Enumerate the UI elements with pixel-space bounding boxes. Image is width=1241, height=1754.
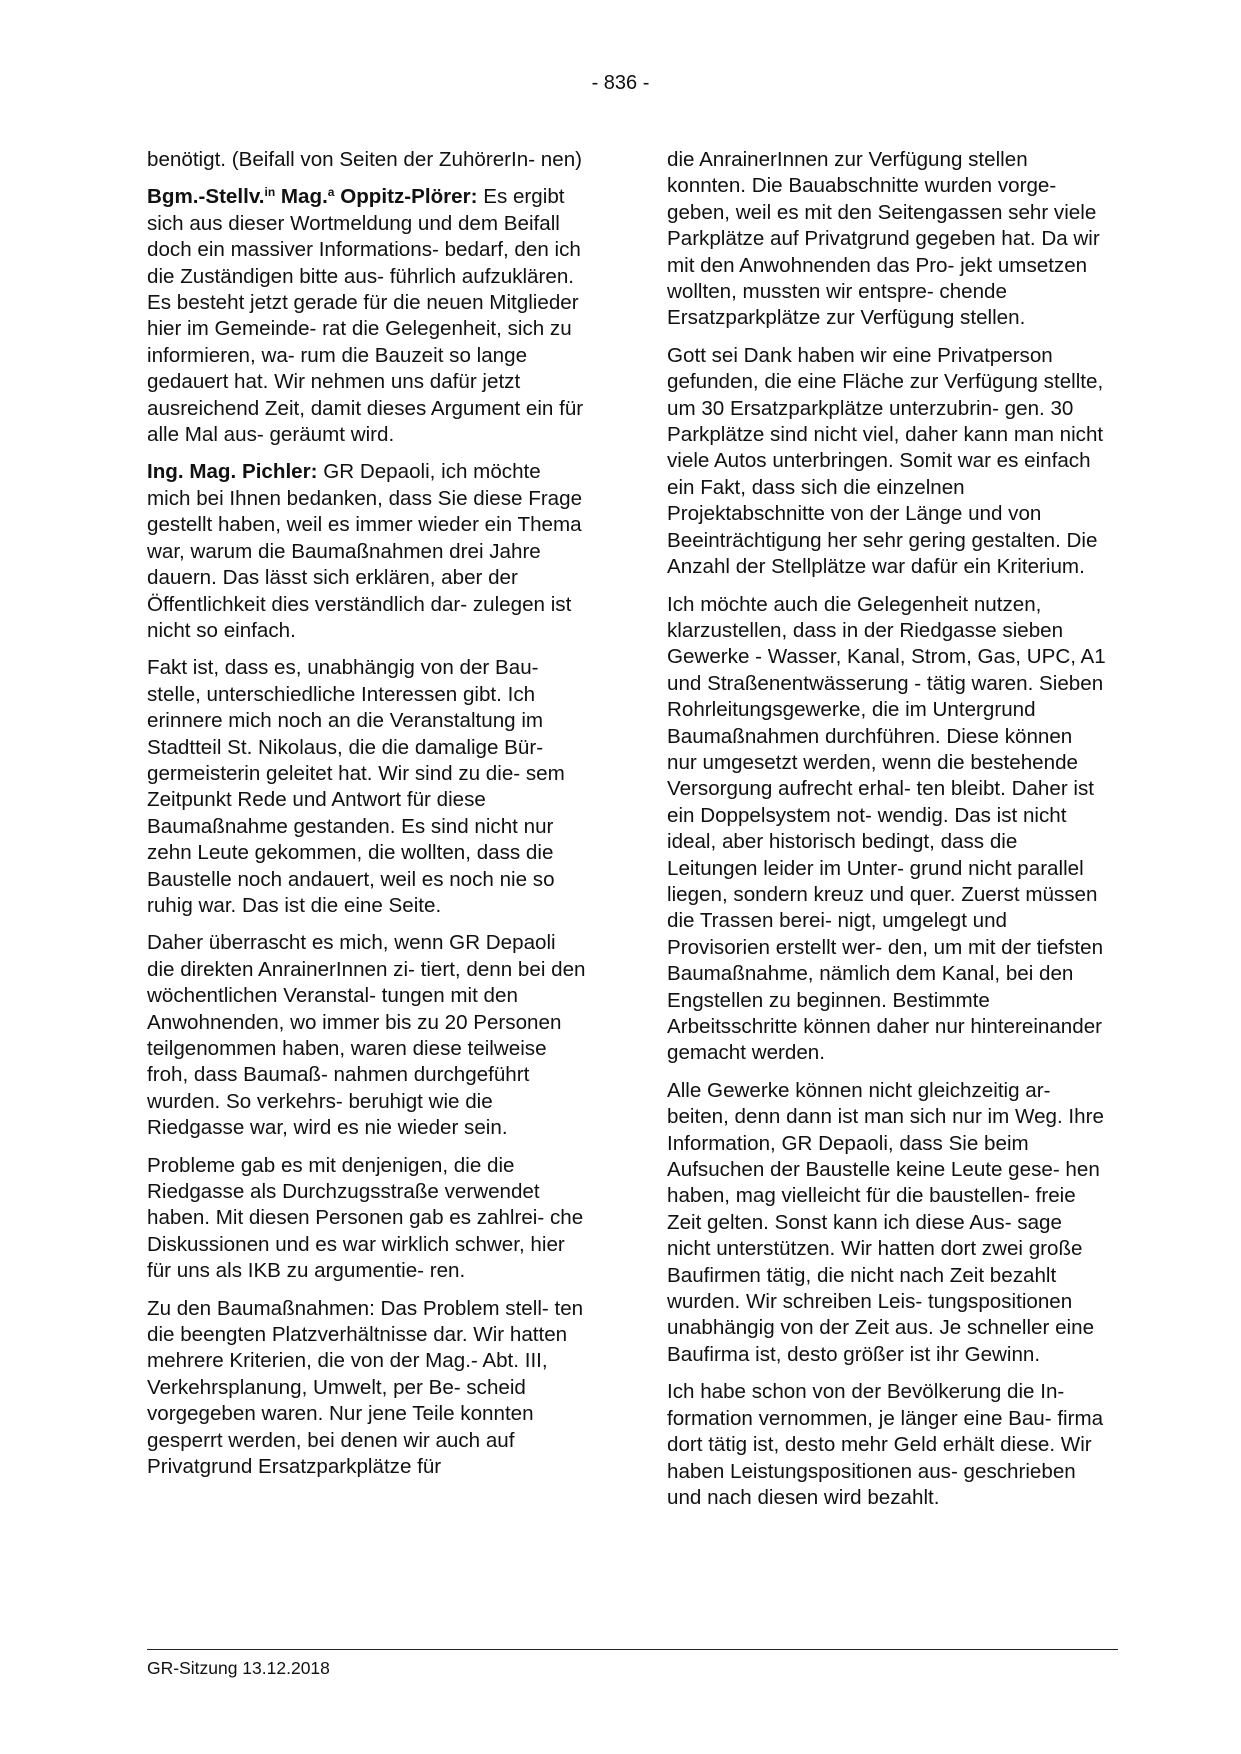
paragraph — [147, 1153, 587, 1285]
left-column — [147, 147, 587, 1492]
paragraph — [147, 184, 587, 448]
paragraph-text: Daher überrascht es mich, wenn GR Depaoli die direkten AnrainerInnen zi- tiert, denn bei den wöchentlichen Veranstal- tungen mit den Anwohnenden, wo immer bis zu 20 Personen teilgenommen haben, waren diese teilweise froh, dass Baumaß- nahmen durchgeführt wurden. So verkehrs- beruhigt wie die Riedgasse war, wird es nie wieder sein. — [147, 931, 586, 1140]
speaker-name: Ing. Mag. Pichler: — [147, 460, 318, 484]
paragraph-text: Probleme gab es mit denjenigen, die die Riedgasse als Durchzugsstraße verwendet haben. Mit diesen Personen gab es zahlrei- che Diskussionen und es war wirklich schwer, hier für uns als IKB zu argumentie- ren. — [147, 1153, 584, 1283]
speaker-name-part: Bgm.-Stellv. — [147, 185, 265, 209]
paragraph — [667, 147, 1107, 332]
paragraph-text: Gott sei Dank haben wir eine Privatperson gefunden, die eine Fläche zur Verfügung stellte, um 30 Ersatzparkplätze unterzubrin- gen. 30 Parkplätze sind nicht viel, daher kann man nicht viele Autos unterbringen. Somit war es einfach ein Fakt, dass sich die einzelnen Projektabschnitte von der Länge und von Beeinträchtigung her sehr gering gestalten. Die Anzahl der Stellplätze war dafür ein Kriterium. — [667, 343, 1104, 579]
paragraph-text: Zu den Baumaßnahmen: Das Problem stell- ten die beengten Platzverhältnisse dar. Wir hatten mehrere Kriterien, die von der Mag.- Abt. III, Verkehrsplanung, Umwelt, per Be- scheid vorgegeben waren. Nur jene Teile konnten gesperrt werden, bei denen wir auch auf Privatgrund Ersatzparkplätze für — [147, 1296, 584, 1479]
paragraph-text: Ich möchte auch die Gelegenheit nutzen, klarzustellen, dass in der Riedgasse sieben Gewerke - Wasser, Kanal, Strom, Gas, UPC, A1 und Straßenentwässerung - tätig waren. Sieben Rohrleitungsgewerke, die im Untergrund Baumaßnahmen durchführen. Diese können nur umgesetzt werden, wenn die bestehende Versorgung aufrecht erhal- ten bleibt. Daher ist ein Doppelsystem not- wendig. Das ist nicht ideal, aber historisch bedingt, dass die Leitungen leider im Unter- grund nicht parallel liegen, sondern kreuz und quer. Zuerst müssen die Trassen berei- nigt, umgelegt und Provisorien erstellt wer- den, um mit der tiefsten Baumaßnahme, nämlich dem Kanal, bei den Engstellen zu beginnen. Bestimmte Arbeitsschritte können daher nur hintereinander gemacht werden. — [667, 592, 1106, 1065]
paragraph — [667, 343, 1107, 581]
paragraph — [147, 147, 587, 173]
paragraph — [147, 655, 587, 919]
paragraph — [147, 930, 587, 1141]
right-column — [667, 147, 1107, 1522]
paragraph — [147, 1296, 587, 1481]
footer-text: GR-Sitzung 13.12.2018 — [147, 1658, 330, 1678]
speaker-superscript: in — [264, 185, 276, 200]
paragraph-text: Ich habe schon von der Bevölkerung die In- formation vernommen, je länger eine Bau- firma dort tätig ist, desto mehr Geld erhält diese. Wir haben Leistungspositionen aus- geschrieben und nach diesen wird bezahlt. — [667, 1380, 1104, 1509]
page-number: - 836 - — [591, 72, 650, 94]
paragraph — [667, 592, 1107, 1067]
paragraph-text: benötigt. (Beifall von Seiten der ZuhörerIn- nen) — [147, 148, 583, 171]
speaker-name — [147, 185, 478, 208]
paragraph — [147, 459, 587, 644]
speaker-superscript: a — [327, 185, 335, 200]
paragraph-text: Fakt ist, dass es, unabhängig von der Bau- stelle, unterschiedliche Interessen gibt. Ich erinnere mich noch an die Veranstaltung im Stadtteil St. Nikolaus, die die damalige Bür- germeisterin geleitet hat. Wir sind zu die- sem Zeitpunkt Rede und Antwort für diese Baumaßnahme gestanden. Es sind nicht nur zehn Leute gekommen, die wollten, dass die Baustelle noch andauert, weil es noch nie so ruhig war. Das ist die eine Seite. — [147, 656, 565, 917]
speaker-name-part: Mag. — [275, 185, 328, 209]
paragraph — [667, 1379, 1107, 1511]
paragraph-text: Alle Gewerke können nicht gleichzeitig ar- beiten, denn dann ist man sich nur im Weg. Ihre Information, GR Depaoli, dass Sie beim Aufsuchen der Baustelle keine Leute gese- hen haben, mag vielleicht für die baustellen- freie Zeit gelten. Sonst kann ich diese Aus- sage nicht unterstützen. Wir hatten dort zwei große Baufirmen tätig, die nicht nach Zeit bezahlt wurden. Wir schreiben Leis- tungspositionen unabhängig von der Zeit aus. Je schneller eine Baufirma ist, desto größer ist ihr Gewinn. — [667, 1078, 1104, 1366]
paragraph — [667, 1078, 1107, 1368]
paragraph-text: die AnrainerInnen zur Verfügung stellen konnten. Die Bauabschnitte wurden vorge- geben, weil es mit den Seitengassen sehr viele Parkplätze auf Privatgrund gegeben hat. Da wir mit den Anwohnenden das Pro- jekt umsetzen wollten, mussten wir entspre- chende Ersatzparkplätze zur Verfügung stellen. — [667, 148, 1100, 330]
paragraph-text: Es ergibt sich aus dieser Wortmeldung und dem Beifall doch ein massiver Informations- bedarf, den ich die Zuständigen bitte aus- führlich aufzuklären. Es besteht jetzt gerade für die neuen Mitglieder hier im Gemeinde- rat die Gelegenheit, sich zu informieren, wa- rum die Bauzeit so lange gedauert hat. Wir nehmen uns dafür jetzt ausreichend Zeit, damit dieses Argument ein für alle Mal aus- geräumt wird. — [147, 185, 584, 447]
speaker-name-part: Oppitz-Plörer: — [334, 185, 478, 209]
footer-divider — [147, 1649, 1118, 1650]
paragraph-text: GR Depaoli, ich möchte mich bei Ihnen bedanken, dass Sie diese Frage gestellt haben, weil es immer wieder ein Thema war, warum die Baumaßnahmen drei Jahre dauern. Das lässt sich erklären, aber der Öffentlichkeit dies verständlich dar- zulegen ist nicht so einfach. — [147, 460, 583, 642]
